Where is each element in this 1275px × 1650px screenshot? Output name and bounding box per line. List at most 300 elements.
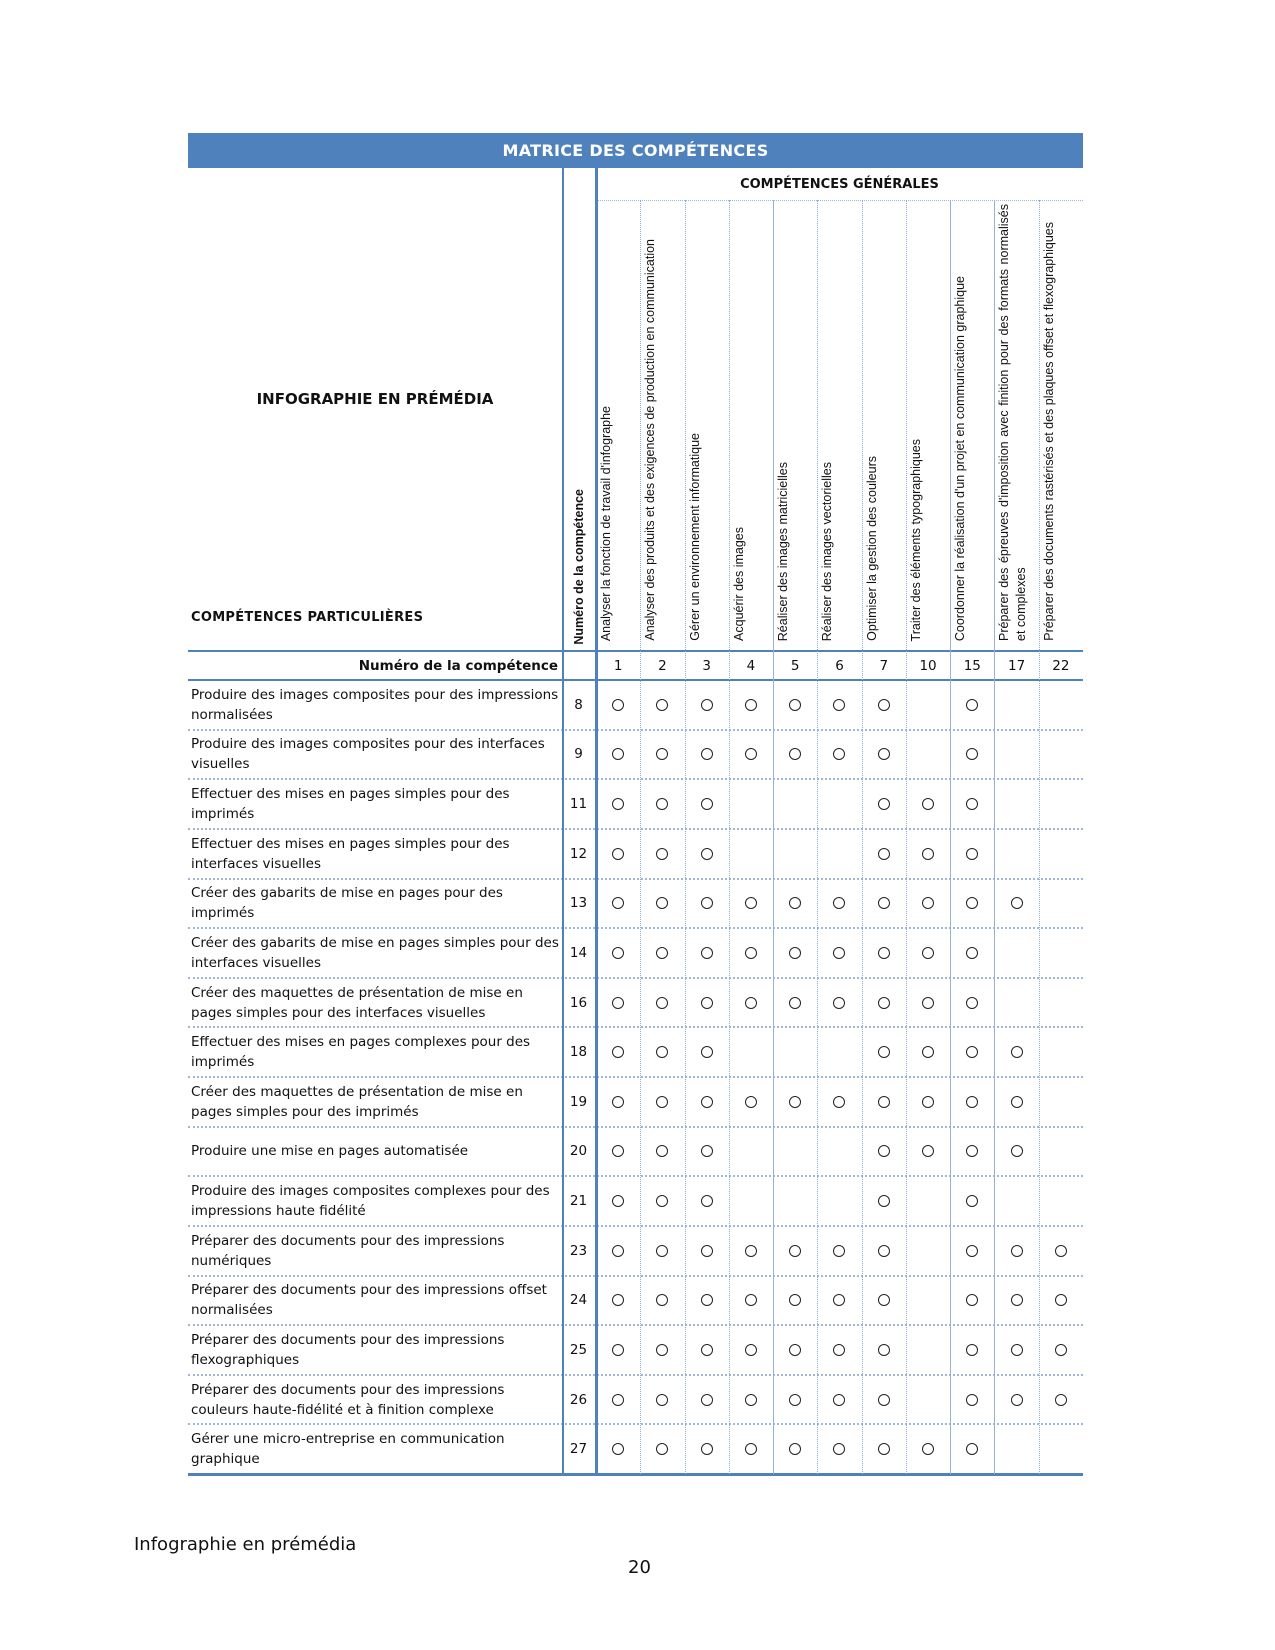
matrix-cell xyxy=(1039,1077,1083,1127)
matrix-cell xyxy=(950,1325,994,1375)
matrix-cell xyxy=(862,978,906,1028)
particular-competency-number: 24 xyxy=(569,1292,588,1309)
circle-mark-icon xyxy=(1011,1145,1023,1157)
matrix-cell xyxy=(729,829,773,879)
particular-competency-title-text: Créer des maquettes de présentation de mise en pages simples pour des imprimés xyxy=(191,1083,523,1120)
circle-mark-icon xyxy=(656,1145,668,1157)
matrix-cell xyxy=(862,1077,906,1127)
general-competency-number: 5 xyxy=(790,657,800,674)
number-column-right-line xyxy=(595,168,598,1474)
matrix-cell xyxy=(729,1077,773,1127)
circle-mark-icon xyxy=(966,1294,978,1306)
matrix-cell xyxy=(906,779,950,829)
general-competency-header xyxy=(952,202,992,641)
circle-mark-icon xyxy=(833,947,845,959)
general-competency-title: Réaliser des images matricielles xyxy=(776,461,791,641)
matrix-cell xyxy=(994,1424,1038,1474)
particular-competency-number: 13 xyxy=(569,895,588,912)
general-competency-number: 1 xyxy=(613,657,623,674)
matrix-cell xyxy=(906,1176,950,1226)
circle-mark-icon xyxy=(656,1245,668,1257)
matrix-cell xyxy=(596,1226,640,1276)
circle-mark-icon xyxy=(656,1344,668,1356)
circle-mark-icon xyxy=(833,699,845,711)
column-divider xyxy=(640,200,641,1474)
particular-competency-title xyxy=(191,1276,561,1326)
matrix-cell xyxy=(640,1276,684,1326)
circle-mark-icon xyxy=(833,1096,845,1108)
matrix-cell xyxy=(596,879,640,929)
matrix-cell xyxy=(640,1176,684,1226)
matrix-cell xyxy=(862,1276,906,1326)
matrix-cell xyxy=(950,1226,994,1276)
matrix-cell xyxy=(1039,978,1083,1028)
matrix-cell xyxy=(994,1276,1038,1326)
matrix-cell xyxy=(994,879,1038,929)
matrix-cell xyxy=(817,1276,861,1326)
column-divider xyxy=(685,200,686,1474)
particular-competency-number: 20 xyxy=(569,1143,588,1160)
matrix-cell xyxy=(596,1077,640,1127)
matrix-cell xyxy=(994,1176,1038,1226)
circle-mark-icon xyxy=(701,748,713,760)
matrix-cell xyxy=(862,1325,906,1375)
circle-mark-icon xyxy=(701,1245,713,1257)
circle-mark-icon xyxy=(833,1443,845,1455)
circle-mark-icon xyxy=(701,848,713,860)
circle-mark-icon xyxy=(922,1443,934,1455)
general-competency-header xyxy=(1041,202,1081,641)
particular-competency-title xyxy=(191,779,561,829)
matrix-cell xyxy=(862,1226,906,1276)
circle-mark-icon xyxy=(701,1096,713,1108)
circle-mark-icon xyxy=(701,1344,713,1356)
particular-competency-number: 12 xyxy=(569,845,588,862)
circle-mark-icon xyxy=(612,947,624,959)
matrix-cell xyxy=(1039,879,1083,929)
matrix-cell xyxy=(773,779,817,829)
circle-mark-icon xyxy=(966,699,978,711)
matrix-title-banner xyxy=(188,133,1083,168)
matrix-cell xyxy=(640,1077,684,1127)
matrix-cell xyxy=(817,1325,861,1375)
particular-competency-title-text: Préparer des documents pour des impressions couleurs haute-fidélité et à finition complexe xyxy=(191,1381,505,1418)
circle-mark-icon xyxy=(922,1046,934,1058)
matrix-cell xyxy=(817,779,861,829)
circle-mark-icon xyxy=(878,699,890,711)
circle-mark-icon xyxy=(612,1294,624,1306)
particular-competency-number: 8 xyxy=(574,696,583,713)
circle-mark-icon xyxy=(612,997,624,1009)
column-divider xyxy=(1039,200,1040,1474)
general-competency-header xyxy=(687,202,727,641)
circle-mark-icon xyxy=(922,1096,934,1108)
circle-mark-icon xyxy=(612,798,624,810)
circle-mark-icon xyxy=(966,1344,978,1356)
circle-mark-icon xyxy=(966,848,978,860)
matrix-cell xyxy=(640,1127,684,1177)
circle-mark-icon xyxy=(656,748,668,760)
matrix-cell xyxy=(596,1276,640,1326)
column-divider xyxy=(994,200,995,1474)
circle-mark-icon xyxy=(878,1145,890,1157)
matrix-cell xyxy=(817,1424,861,1474)
footer-title: Infographie en prémédia xyxy=(134,1534,357,1555)
number-column-left-line xyxy=(562,168,564,1474)
matrix-cell xyxy=(596,730,640,780)
particular-competency-number: 9 xyxy=(574,746,583,763)
matrix-cell xyxy=(950,1176,994,1226)
particular-competency-title xyxy=(191,928,561,978)
matrix-cell xyxy=(862,829,906,879)
circle-mark-icon xyxy=(878,1394,890,1406)
matrix-cell xyxy=(994,978,1038,1028)
matrix-cell xyxy=(950,1127,994,1177)
circle-mark-icon xyxy=(878,798,890,810)
page-number: 20 xyxy=(628,1557,651,1578)
matrix-cell xyxy=(729,879,773,929)
matrix-cell xyxy=(950,1424,994,1474)
matrix-cell xyxy=(729,1276,773,1326)
matrix-cell xyxy=(994,1325,1038,1375)
matrix-cell xyxy=(773,1375,817,1425)
matrix-cell xyxy=(862,1176,906,1226)
matrix-cell xyxy=(640,879,684,929)
general-competency-header xyxy=(642,202,682,641)
circle-mark-icon xyxy=(701,699,713,711)
matrix-cell xyxy=(685,1127,729,1177)
matrix-cell xyxy=(640,1325,684,1375)
circle-mark-icon xyxy=(833,1394,845,1406)
general-competency-title: Préparer des documents rastérisés et des plaques offset et flexographiques xyxy=(1041,222,1056,641)
circle-mark-icon xyxy=(922,798,934,810)
circle-mark-icon xyxy=(656,1046,668,1058)
circle-mark-icon xyxy=(878,897,890,909)
general-competency-number: 4 xyxy=(746,657,756,674)
particular-competency-title-text: Préparer des documents pour des impressions numériques xyxy=(191,1232,505,1269)
matrix-cell xyxy=(729,928,773,978)
particular-competency-number: 26 xyxy=(569,1391,588,1408)
matrix-cell xyxy=(950,779,994,829)
matrix-cell xyxy=(906,1127,950,1177)
circle-mark-icon xyxy=(1055,1245,1067,1257)
circle-mark-icon xyxy=(745,1096,757,1108)
matrix-cell xyxy=(640,779,684,829)
matrix-cell xyxy=(596,680,640,730)
matrix-cell xyxy=(994,779,1038,829)
matrix-cell xyxy=(950,879,994,929)
matrix-cell xyxy=(906,928,950,978)
circle-mark-icon xyxy=(922,1145,934,1157)
matrix-cell xyxy=(596,928,640,978)
matrix-cell xyxy=(773,879,817,929)
matrix-cell xyxy=(906,1375,950,1425)
general-competency-number: 22 xyxy=(1052,657,1070,674)
circle-mark-icon xyxy=(789,1394,801,1406)
general-competencies-header: COMPÉTENCES GÉNÉRALES xyxy=(740,176,939,192)
matrix-cell xyxy=(906,978,950,1028)
circle-mark-icon xyxy=(745,997,757,1009)
circle-mark-icon xyxy=(789,947,801,959)
circle-mark-icon xyxy=(833,1245,845,1257)
general-competency-number: 17 xyxy=(1007,657,1026,674)
matrix-cell xyxy=(817,680,861,730)
particular-competency-title-text: Créer des maquettes de présentation de mise en pages simples pour des interfaces visuelles xyxy=(191,984,523,1021)
particular-competency-number: 19 xyxy=(569,1093,588,1110)
circle-mark-icon xyxy=(789,1294,801,1306)
matrix-cell xyxy=(640,1375,684,1425)
particular-competency-number: 18 xyxy=(569,1044,588,1061)
particular-competency-number: 16 xyxy=(569,994,588,1011)
matrix-cell xyxy=(685,1276,729,1326)
matrix-cell xyxy=(906,1226,950,1276)
circle-mark-icon xyxy=(656,1443,668,1455)
matrix-cell xyxy=(994,829,1038,879)
particular-competency-title-text: Préparer des documents pour des impressions offset normalisées xyxy=(191,1282,547,1319)
particular-competency-title-text: Effectuer des mises en pages complexes pour des imprimés xyxy=(191,1034,531,1071)
circle-mark-icon xyxy=(833,1344,845,1356)
general-competency-title: Analyser des produits et des exigences de production en communication xyxy=(643,239,658,641)
circle-mark-icon xyxy=(656,1195,668,1207)
matrix-cell xyxy=(729,1127,773,1177)
matrix-cell xyxy=(994,1375,1038,1425)
particular-competency-title-text: Effectuer des mises en pages simples pour des interfaces visuelles xyxy=(191,835,510,872)
matrix-cell xyxy=(817,978,861,1028)
particular-competency-title xyxy=(191,978,561,1028)
matrix-cell xyxy=(729,1027,773,1077)
matrix-cell xyxy=(729,1226,773,1276)
matrix-cell xyxy=(1039,928,1083,978)
circle-mark-icon xyxy=(1055,1294,1067,1306)
general-competency-number: 3 xyxy=(702,657,711,674)
matrix-cell xyxy=(950,978,994,1028)
matrix-cell xyxy=(994,1027,1038,1077)
particular-competency-number: 14 xyxy=(569,944,588,961)
matrix-cell xyxy=(596,1424,640,1474)
circle-mark-icon xyxy=(922,947,934,959)
circle-mark-icon xyxy=(966,1046,978,1058)
circle-mark-icon xyxy=(656,1394,668,1406)
matrix-cell xyxy=(729,1424,773,1474)
circle-mark-icon xyxy=(1055,1394,1067,1406)
number-row-label: Numéro de la compétence xyxy=(358,657,558,674)
matrix-cell xyxy=(685,978,729,1028)
matrix-cell xyxy=(1039,680,1083,730)
matrix-cell xyxy=(640,1424,684,1474)
particular-competency-number: 27 xyxy=(569,1441,588,1458)
general-competency-number: 2 xyxy=(658,657,667,674)
matrix-cell xyxy=(994,680,1038,730)
circle-mark-icon xyxy=(1011,1344,1023,1356)
general-competency-header xyxy=(598,202,638,641)
circle-mark-icon xyxy=(656,798,668,810)
general-competency-number: 15 xyxy=(963,657,981,674)
general-competency-number: 6 xyxy=(835,657,844,674)
circle-mark-icon xyxy=(789,699,801,711)
column-divider xyxy=(773,200,774,1474)
matrix-cell xyxy=(773,730,817,780)
circle-mark-icon xyxy=(701,997,713,1009)
circle-mark-icon xyxy=(966,997,978,1009)
circle-mark-icon xyxy=(656,997,668,1009)
circle-mark-icon xyxy=(612,1245,624,1257)
matrix-cell xyxy=(862,1375,906,1425)
circle-mark-icon xyxy=(789,1443,801,1455)
matrix-cell xyxy=(1039,1226,1083,1276)
matrix-cell xyxy=(685,1375,729,1425)
matrix-cell xyxy=(817,1226,861,1276)
matrix-cell xyxy=(729,1325,773,1375)
circle-mark-icon xyxy=(701,798,713,810)
matrix-cell xyxy=(685,1176,729,1226)
circle-mark-icon xyxy=(833,997,845,1009)
circle-mark-icon xyxy=(966,1394,978,1406)
general-competency-title: Réaliser des images vectorielles xyxy=(820,461,835,641)
matrix-cell xyxy=(596,779,640,829)
circle-mark-icon xyxy=(701,897,713,909)
matrix-cell xyxy=(862,1027,906,1077)
circle-mark-icon xyxy=(878,1245,890,1257)
matrix-cell xyxy=(994,1226,1038,1276)
number-column-header xyxy=(562,200,595,645)
matrix-cell xyxy=(685,829,729,879)
matrix-cell xyxy=(817,1127,861,1177)
matrix-cell xyxy=(950,928,994,978)
circle-mark-icon xyxy=(656,947,668,959)
matrix-cell xyxy=(817,730,861,780)
circle-mark-icon xyxy=(966,748,978,760)
particular-competency-title xyxy=(191,829,561,879)
matrix-cell xyxy=(640,978,684,1028)
particular-competency-title xyxy=(191,1127,561,1177)
general-competency-header xyxy=(908,202,948,641)
matrix-cell xyxy=(994,730,1038,780)
circle-mark-icon xyxy=(612,1096,624,1108)
matrix-cell xyxy=(817,1176,861,1226)
particular-competency-number: 25 xyxy=(569,1341,588,1358)
circle-mark-icon xyxy=(966,1443,978,1455)
general-competency-header xyxy=(819,202,859,641)
matrix-cell xyxy=(596,1325,640,1375)
circle-mark-icon xyxy=(745,1443,757,1455)
matrix-cell xyxy=(1039,1176,1083,1226)
matrix-cell xyxy=(640,1027,684,1077)
matrix-cell xyxy=(817,879,861,929)
matrix-cell xyxy=(729,680,773,730)
circle-mark-icon xyxy=(1011,1294,1023,1306)
matrix-cell xyxy=(862,730,906,780)
matrix-cell xyxy=(1039,1375,1083,1425)
circle-mark-icon xyxy=(745,699,757,711)
circle-mark-icon xyxy=(701,1294,713,1306)
matrix-cell xyxy=(773,978,817,1028)
circle-mark-icon xyxy=(745,1245,757,1257)
matrix-cell xyxy=(950,730,994,780)
matrix-cell xyxy=(729,1176,773,1226)
matrix-cell xyxy=(640,1226,684,1276)
general-competency-header xyxy=(731,202,771,641)
matrix-cell xyxy=(817,1027,861,1077)
particular-competency-title-text: Effectuer des mises en pages simples pour des imprimés xyxy=(191,786,510,823)
circle-mark-icon xyxy=(833,1294,845,1306)
matrix-cell xyxy=(596,978,640,1028)
general-competency-title: Acquérir des images xyxy=(731,527,746,641)
circle-mark-icon xyxy=(878,997,890,1009)
general-competency-title: Préparer des épreuves d'imposition avec finition pour des formats normalisés et complexes xyxy=(997,204,1029,641)
circle-mark-icon xyxy=(612,748,624,760)
circle-mark-icon xyxy=(701,1394,713,1406)
matrix-cell xyxy=(950,1375,994,1425)
matrix-cell xyxy=(1039,779,1083,829)
circle-mark-icon xyxy=(612,1394,624,1406)
matrix-cell xyxy=(950,1276,994,1326)
circle-mark-icon xyxy=(701,1195,713,1207)
matrix-cell xyxy=(1039,1325,1083,1375)
matrix-cell xyxy=(640,680,684,730)
circle-mark-icon xyxy=(878,1443,890,1455)
circle-mark-icon xyxy=(966,1195,978,1207)
matrix-cell xyxy=(773,1127,817,1177)
particular-competency-title-text: Produire des images composites complexes pour des impressions haute fidélité xyxy=(191,1183,550,1220)
circle-mark-icon xyxy=(1011,1096,1023,1108)
circle-mark-icon xyxy=(656,848,668,860)
circle-mark-icon xyxy=(966,1245,978,1257)
circle-mark-icon xyxy=(789,1344,801,1356)
general-competency-title: Coordonner la réalisation d'un projet en communication graphique xyxy=(953,275,968,641)
matrix-cell xyxy=(817,928,861,978)
matrix-cell xyxy=(862,680,906,730)
circle-mark-icon xyxy=(966,798,978,810)
matrix-cell xyxy=(906,1424,950,1474)
particular-competency-title-text: Produire une mise en pages automatisée xyxy=(191,1143,469,1160)
matrix-cell xyxy=(817,1077,861,1127)
particular-competency-number: 11 xyxy=(569,796,588,813)
circle-mark-icon xyxy=(878,1046,890,1058)
matrix-cell xyxy=(862,928,906,978)
matrix-cell xyxy=(1039,1424,1083,1474)
circle-mark-icon xyxy=(612,1195,624,1207)
circle-mark-icon xyxy=(789,997,801,1009)
column-divider xyxy=(862,200,863,1474)
circle-mark-icon xyxy=(922,897,934,909)
matrix-cell xyxy=(862,1424,906,1474)
particular-competency-title xyxy=(191,680,561,730)
circle-mark-icon xyxy=(878,1344,890,1356)
general-competency-header xyxy=(864,202,904,641)
matrix-cell xyxy=(906,1276,950,1326)
circle-mark-icon xyxy=(1011,1245,1023,1257)
circle-mark-icon xyxy=(656,1096,668,1108)
matrix-cell xyxy=(950,1027,994,1077)
particular-competencies-header: COMPÉTENCES PARTICULIÈRES xyxy=(191,610,424,625)
circle-mark-icon xyxy=(612,848,624,860)
matrix-cell xyxy=(994,1077,1038,1127)
matrix-cell xyxy=(1039,1276,1083,1326)
particular-competency-title xyxy=(191,1027,561,1077)
matrix-cell xyxy=(1039,730,1083,780)
matrix-cell xyxy=(685,928,729,978)
matrix-cell xyxy=(685,1226,729,1276)
circle-mark-icon xyxy=(966,947,978,959)
circle-mark-icon xyxy=(612,1443,624,1455)
column-divider xyxy=(729,200,730,1474)
circle-mark-icon xyxy=(789,897,801,909)
circle-mark-icon xyxy=(701,947,713,959)
matrix-cell xyxy=(906,1077,950,1127)
general-competency-number: 10 xyxy=(919,657,937,674)
matrix-cell xyxy=(773,1077,817,1127)
matrix-cell xyxy=(906,730,950,780)
